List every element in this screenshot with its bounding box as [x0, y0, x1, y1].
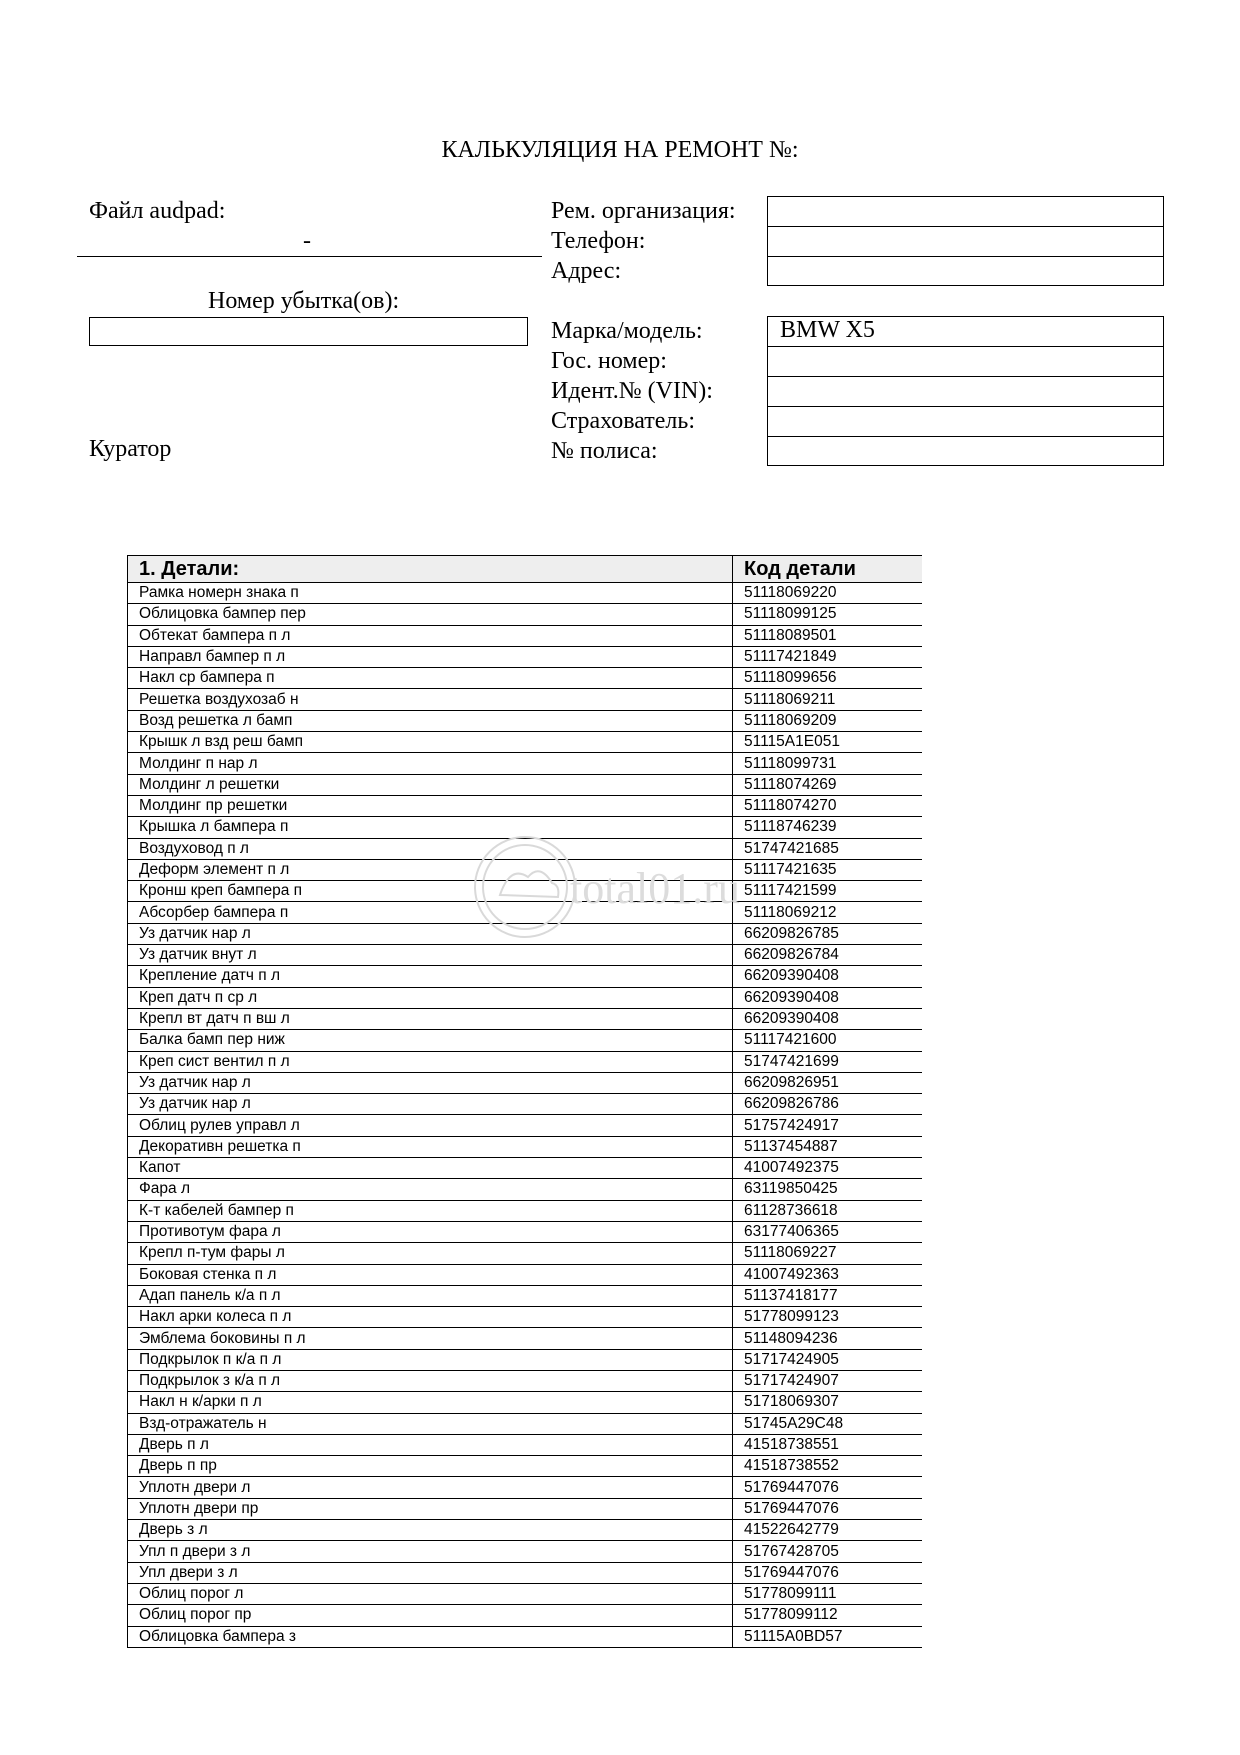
document-title: КАЛЬКУЛЯЦИЯ НА РЕМОНТ №: — [441, 137, 799, 163]
part-name-cell: Креп сист вентил п л — [128, 1051, 733, 1072]
table-row — [128, 1200, 922, 1221]
part-name-cell: Молдинг л решетки — [128, 774, 733, 795]
part-name-cell: Облицовка бампера з — [128, 1626, 733, 1647]
part-code-cell: 41518738551 — [733, 1434, 922, 1455]
table-row — [128, 710, 922, 731]
part-code-cell: 51769447076 — [733, 1562, 922, 1583]
table-row — [128, 1115, 922, 1136]
part-code-cell: 51118099125 — [733, 604, 922, 625]
part-code-cell: 51118069227 — [733, 1243, 922, 1264]
part-code-cell: 66209826951 — [733, 1072, 922, 1093]
part-name-cell: Облиц рулев управл л — [128, 1115, 733, 1136]
parts-header-row — [128, 556, 922, 583]
table-row — [128, 859, 922, 880]
part-name-cell: Накл н к/арки п л — [128, 1392, 733, 1413]
part-code-cell: 63177406365 — [733, 1221, 922, 1242]
part-code-cell: 51117421849 — [733, 646, 922, 667]
part-name-cell: Крышка л бампера п — [128, 817, 733, 838]
vin-field[interactable] — [767, 376, 1164, 407]
watermark-text: total01.ru — [570, 864, 740, 913]
make-model-label: Марка/модель: — [551, 318, 703, 344]
part-code-cell: 66209826786 — [733, 1094, 922, 1115]
part-name-cell: Креп датч п ср л — [128, 987, 733, 1008]
part-name-cell: Воздуховод п л — [128, 838, 733, 859]
part-code-cell: 51118099656 — [733, 668, 922, 689]
table-row — [128, 1413, 922, 1434]
table-row — [128, 1264, 922, 1285]
table-row — [128, 1158, 922, 1179]
part-name-cell: Боковая стенка п л — [128, 1264, 733, 1285]
table-row — [128, 689, 922, 710]
address-field[interactable] — [767, 256, 1164, 286]
table-row — [128, 923, 922, 944]
table-row — [128, 1349, 922, 1370]
phone-field[interactable] — [767, 226, 1164, 257]
table-row — [128, 1541, 922, 1562]
part-name-cell: Молдинг пр решетки — [128, 795, 733, 816]
part-name-cell: Дверь з л — [128, 1520, 733, 1541]
table-row — [128, 1285, 922, 1306]
make-model-field[interactable]: BMW X5 — [767, 316, 1164, 347]
parts-header-code: Код детали — [733, 556, 922, 583]
part-code-cell: 51137418177 — [733, 1285, 922, 1306]
parts-table — [127, 555, 922, 1648]
part-name-cell: Подкрылок з к/а п л — [128, 1370, 733, 1391]
part-code-cell: 51118099731 — [733, 753, 922, 774]
table-row — [128, 1051, 922, 1072]
address-label: Адрес: — [551, 258, 622, 284]
table-row — [128, 774, 922, 795]
part-code-cell: 51778099111 — [733, 1583, 922, 1604]
repair-org-field[interactable] — [767, 196, 1164, 227]
table-row — [128, 753, 922, 774]
table-row — [128, 583, 922, 604]
part-code-cell: 51769447076 — [733, 1477, 922, 1498]
part-code-cell: 66209826785 — [733, 923, 922, 944]
part-name-cell: Дверь п л — [128, 1434, 733, 1455]
table-row — [128, 1583, 922, 1604]
part-code-cell: 51118069220 — [733, 583, 922, 604]
table-row — [128, 902, 922, 923]
part-code-cell: 51778099112 — [733, 1605, 922, 1626]
part-code-cell: 41518738552 — [733, 1456, 922, 1477]
table-row — [128, 1370, 922, 1391]
parts-header-name: 1. Детали: — [128, 556, 733, 583]
plate-label: Гос. номер: — [551, 348, 667, 374]
part-code-cell: 51118074270 — [733, 795, 922, 816]
part-name-cell: Возд решетка л бамп — [128, 710, 733, 731]
part-code-cell: 51118069212 — [733, 902, 922, 923]
part-code-cell: 51118089501 — [733, 625, 922, 646]
part-code-cell: 51769447076 — [733, 1498, 922, 1519]
parts-table-body — [128, 583, 922, 1648]
table-row — [128, 817, 922, 838]
file-value: - — [303, 228, 311, 254]
table-row — [128, 1179, 922, 1200]
vin-label: Идент.№ (VIN): — [551, 378, 713, 404]
file-underline — [77, 256, 542, 257]
part-name-cell: Облиц порог пр — [128, 1605, 733, 1626]
part-code-cell: 51118746239 — [733, 817, 922, 838]
part-name-cell: Накл арки колеса п л — [128, 1307, 733, 1328]
part-name-cell: Взд-отражатель н — [128, 1413, 733, 1434]
part-code-cell: 66209826784 — [733, 945, 922, 966]
part-name-cell: Уплотн двери л — [128, 1477, 733, 1498]
table-row — [128, 795, 922, 816]
table-row — [128, 1605, 922, 1626]
insured-field[interactable] — [767, 406, 1164, 437]
loss-number-field[interactable] — [89, 317, 528, 346]
part-name-cell: Крышк л взд реш бамп — [128, 732, 733, 753]
part-code-cell: 51117421635 — [733, 859, 922, 880]
part-code-cell: 51118074269 — [733, 774, 922, 795]
policy-label: № полиса: — [551, 438, 658, 464]
policy-field[interactable] — [767, 436, 1164, 466]
insured-label: Страхователь: — [551, 408, 695, 434]
part-code-cell: 51757424917 — [733, 1115, 922, 1136]
table-row — [128, 838, 922, 859]
table-row — [128, 1392, 922, 1413]
part-name-cell: Балка бамп пер ниж — [128, 1030, 733, 1051]
table-row — [128, 625, 922, 646]
repair-org-label: Рем. организация: — [551, 198, 736, 224]
table-row — [128, 966, 922, 987]
part-code-cell: 41522642779 — [733, 1520, 922, 1541]
table-row — [128, 1328, 922, 1349]
part-name-cell: Упл двери з л — [128, 1562, 733, 1583]
part-name-cell: Эмблема боковины п л — [128, 1328, 733, 1349]
part-code-cell: 51115A0BD57 — [733, 1626, 922, 1647]
part-code-cell: 51115A1E051 — [733, 732, 922, 753]
table-row — [128, 1434, 922, 1455]
part-name-cell: Деформ элемент п л — [128, 859, 733, 880]
table-row — [128, 646, 922, 667]
table-row — [128, 1072, 922, 1093]
part-name-cell: Уз датчик нар л — [128, 1094, 733, 1115]
table-row — [128, 945, 922, 966]
part-code-cell: 41007492375 — [733, 1158, 922, 1179]
table-row — [128, 1094, 922, 1115]
part-code-cell: 51747421699 — [733, 1051, 922, 1072]
part-name-cell: Крепл вт датч п вш л — [128, 1008, 733, 1029]
part-code-cell: 51718069307 — [733, 1392, 922, 1413]
part-code-cell: 51117421599 — [733, 881, 922, 902]
part-code-cell: 61128736618 — [733, 1200, 922, 1221]
part-code-cell: 66209390408 — [733, 987, 922, 1008]
part-name-cell: Уплотн двери пр — [128, 1498, 733, 1519]
part-code-cell: 51118069211 — [733, 689, 922, 710]
table-row — [128, 1136, 922, 1157]
table-row — [128, 1221, 922, 1242]
part-name-cell: Облицовка бампер пер — [128, 604, 733, 625]
part-code-cell: 51148094236 — [733, 1328, 922, 1349]
part-name-cell: Фара л — [128, 1179, 733, 1200]
part-name-cell: Дверь п пр — [128, 1456, 733, 1477]
table-row — [128, 881, 922, 902]
part-code-cell: 51747421685 — [733, 838, 922, 859]
part-name-cell: Уз датчик нар л — [128, 923, 733, 944]
part-name-cell: Крепл п-тум фары л — [128, 1243, 733, 1264]
part-name-cell: Облиц порог л — [128, 1583, 733, 1604]
loss-number-label: Номер убытка(ов): — [208, 288, 400, 314]
part-code-cell: 51717424907 — [733, 1370, 922, 1391]
part-name-cell: Декоративн решетка п — [128, 1136, 733, 1157]
part-name-cell: Молдинг п нар л — [128, 753, 733, 774]
part-name-cell: Подкрылок п к/а п л — [128, 1349, 733, 1370]
part-name-cell: К-т кабелей бампер п — [128, 1200, 733, 1221]
part-name-cell: Накл ср бампера п — [128, 668, 733, 689]
part-name-cell: Направл бампер п л — [128, 646, 733, 667]
part-name-cell: Адап панель к/а п л — [128, 1285, 733, 1306]
part-code-cell: 51717424905 — [733, 1349, 922, 1370]
phone-label: Телефон: — [551, 228, 646, 254]
part-name-cell: Упл п двери з л — [128, 1541, 733, 1562]
table-row — [128, 1243, 922, 1264]
part-code-cell: 66209390408 — [733, 1008, 922, 1029]
table-row — [128, 1030, 922, 1051]
part-name-cell: Абсорбер бампера п — [128, 902, 733, 923]
table-row — [128, 1520, 922, 1541]
part-name-cell: Решетка воздухозаб н — [128, 689, 733, 710]
table-row — [128, 604, 922, 625]
part-name-cell: Уз датчик нар л — [128, 1072, 733, 1093]
part-name-cell: Уз датчик внут л — [128, 945, 733, 966]
table-row — [128, 1626, 922, 1647]
table-row — [128, 1498, 922, 1519]
part-code-cell: 66209390408 — [733, 966, 922, 987]
table-row — [128, 1307, 922, 1328]
table-row — [128, 668, 922, 689]
table-row — [128, 987, 922, 1008]
part-code-cell: 63119850425 — [733, 1179, 922, 1200]
table-row — [128, 1477, 922, 1498]
part-name-cell: Капот — [128, 1158, 733, 1179]
part-name-cell: Рамка номерн знака п — [128, 583, 733, 604]
part-code-cell: 41007492363 — [733, 1264, 922, 1285]
part-code-cell: 51137454887 — [733, 1136, 922, 1157]
part-code-cell: 51117421600 — [733, 1030, 922, 1051]
part-code-cell: 51745A29C48 — [733, 1413, 922, 1434]
part-name-cell: Обтекат бампера п л — [128, 625, 733, 646]
part-name-cell: Противотум фара л — [128, 1221, 733, 1242]
part-name-cell: Кронш креп бампера п — [128, 881, 733, 902]
table-row — [128, 1456, 922, 1477]
file-label: Файл audpad: — [89, 198, 226, 224]
part-name-cell: Крепление датч п л — [128, 966, 733, 987]
curator-label: Куратор — [89, 436, 172, 462]
table-row — [128, 732, 922, 753]
table-row — [128, 1562, 922, 1583]
part-code-cell: 51767428705 — [733, 1541, 922, 1562]
table-row — [128, 1008, 922, 1029]
plate-field[interactable] — [767, 346, 1164, 377]
part-code-cell: 51118069209 — [733, 710, 922, 731]
part-code-cell: 51778099123 — [733, 1307, 922, 1328]
